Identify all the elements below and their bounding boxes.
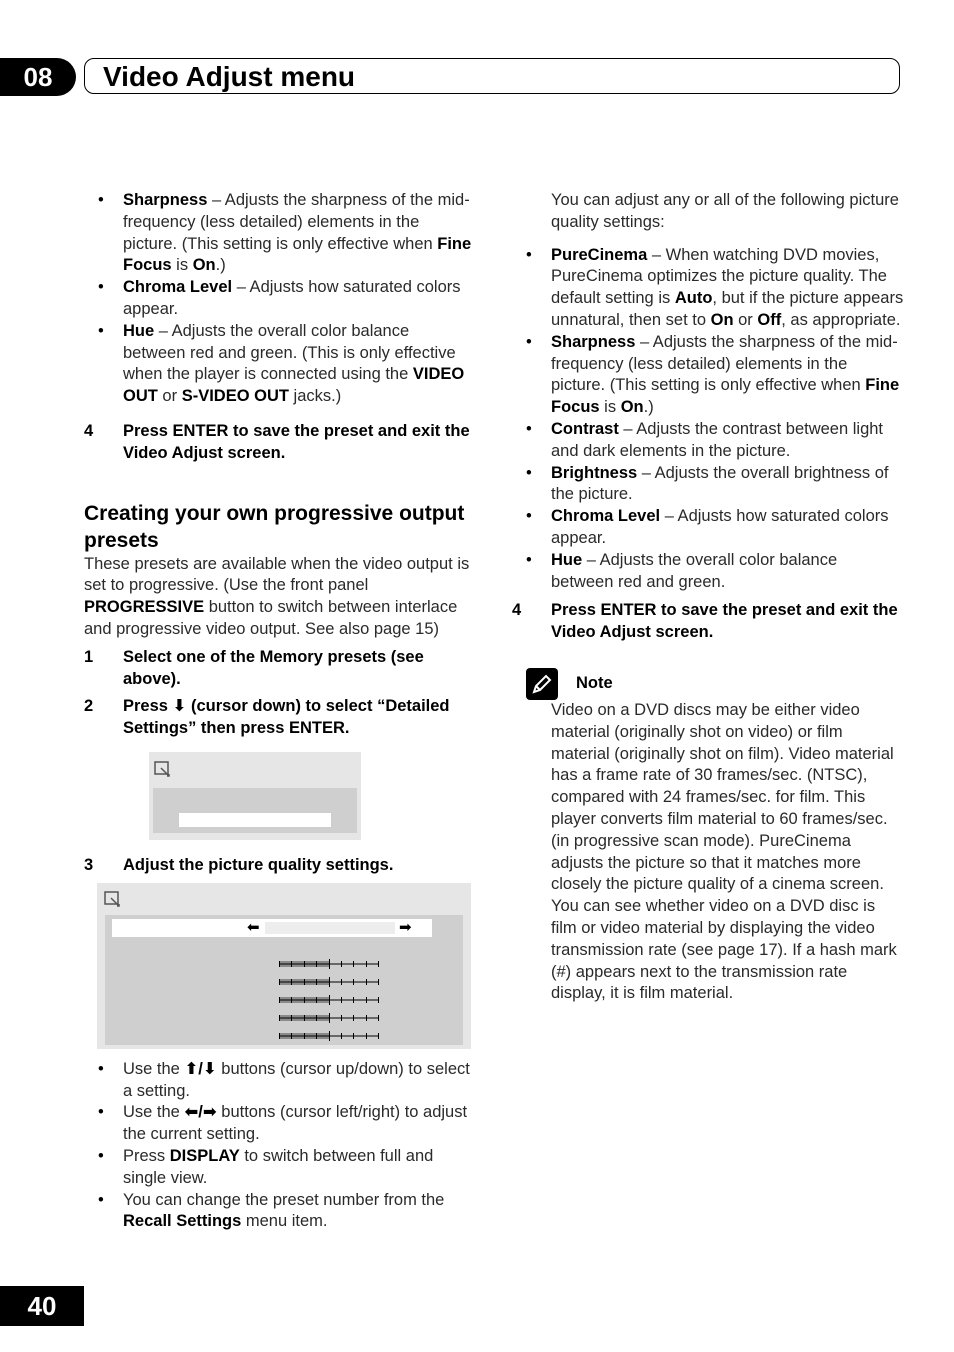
step-3: 3 Adjust the picture quality settings. bbox=[84, 855, 394, 874]
intro-paragraph: You can adjust any or all of the following picture quality settings: bbox=[551, 191, 899, 231]
list-item: • Hue – Adjusts the overall color balance between red and green. bbox=[512, 550, 904, 594]
cursor-up-down-icon: ⬆/⬇ bbox=[184, 1059, 217, 1078]
arrow-left-icon[interactable]: ⬅ bbox=[247, 918, 260, 936]
disc-setup-icon bbox=[103, 890, 123, 910]
disc-setup-icon bbox=[153, 760, 173, 780]
detailed-settings-screen bbox=[149, 752, 361, 840]
right-column bbox=[512, 190, 904, 1005]
step-2: 2 Press ⬇ (cursor down) to select “Detailed Settings” then press ENTER. bbox=[84, 697, 450, 738]
settings-list-top bbox=[84, 190, 476, 408]
list-item: • Press DISPLAY to switch between full and single view. bbox=[84, 1146, 476, 1190]
list-item: • Chroma Level – Adjusts how saturated colors appear. bbox=[84, 277, 476, 321]
note-label: Note bbox=[576, 674, 613, 693]
arrow-right-icon[interactable]: ➡ bbox=[399, 918, 412, 936]
chapter-title: Video Adjust menu bbox=[84, 58, 900, 94]
slider-4[interactable] bbox=[279, 1013, 379, 1023]
note-header bbox=[526, 668, 904, 700]
left-column bbox=[84, 190, 476, 1233]
list-item: • Chroma Level – Adjusts how saturated colors appear. bbox=[512, 506, 904, 550]
picture-quality-screen bbox=[97, 883, 471, 1049]
slider-1[interactable] bbox=[279, 959, 379, 969]
list-item: • You can change the preset number from the Recall Settings menu item. bbox=[84, 1190, 476, 1234]
step-1: 1 Select one of the Memory presets (see above). bbox=[84, 647, 424, 688]
list-item: • Sharpness – Adjusts the sharpness of the mid-frequency (less detailed) elements in the picture. (This setting is only effective when Fine Focus is On.) bbox=[512, 332, 904, 419]
intro-paragraph: These presets are available when the video output is set to progressive. (Use the front panel PROGRESSIVE button to switch between interlace and progressive video output. See also page 15) bbox=[84, 554, 470, 638]
step-4: 4 Press ENTER to save the preset and exit the Video Adjust screen. bbox=[84, 421, 470, 462]
cursor-down-icon: ⬇ bbox=[172, 697, 187, 716]
step-4: 4 Press ENTER to save the preset and exit the Video Adjust screen. bbox=[512, 601, 898, 642]
note-text: Video on a DVD discs may be either video material (originally shot on video) or film material (originally shot on film). Video material has a frame rate of 30 frames/sec. (NTSC), compared with 24 frames/sec. for film. This player converts film material to 60 frames/sec. (in progressive scan mode). PureCinema adjusts the picture so that it matches more closely the picture quality of a cinema screen. You can see whether video on a DVD disc is film or video material by displaying the video transmission rate (see page 17). If a hash mark (#) appears next to the transmission rate display, it is film material. bbox=[551, 700, 897, 1003]
section-heading: Creating your own progressive output presets bbox=[84, 501, 465, 552]
cursor-left-right-icon: ⬅/➡ bbox=[184, 1103, 217, 1122]
pencil-note-icon bbox=[526, 668, 558, 700]
slider-2[interactable] bbox=[279, 977, 379, 987]
list-item: • Sharpness – Adjusts the sharpness of the mid-frequency (less detailed) elements in the picture. (This setting is only effective when Fine Focus is On.) bbox=[84, 190, 476, 277]
controls-list bbox=[84, 1059, 476, 1233]
list-item: • Hue – Adjusts the overall color balance between red and green. (This is only effective when the player is connected using the VIDEO OUT or S-VIDEO OUT jacks.) bbox=[84, 321, 476, 408]
list-item: • Use the ⬆/⬇ buttons (cursor up/down) to select a setting. bbox=[84, 1059, 476, 1103]
selected-row[interactable] bbox=[179, 813, 331, 827]
chapter-number: 08 bbox=[0, 58, 76, 96]
settings-list bbox=[512, 245, 904, 594]
slider-5[interactable] bbox=[279, 1031, 379, 1041]
preset-selector-field bbox=[265, 922, 395, 934]
slider-3[interactable] bbox=[279, 995, 379, 1005]
list-item: • Brightness – Adjusts the overall brightness of the picture. bbox=[512, 463, 904, 507]
page-number: 40 bbox=[0, 1286, 84, 1326]
list-item: • Use the ⬅/➡ buttons (cursor left/right) to adjust the current setting. bbox=[84, 1102, 476, 1146]
list-item: • Contrast – Adjusts the contrast between light and dark elements in the picture. bbox=[512, 419, 904, 463]
list-item: • PureCinema – When watching DVD movies, PureCinema optimizes the picture quality. The default setting is Auto, but if the picture appears unnatural, then set to On or Off, as appropriate. bbox=[512, 245, 904, 332]
